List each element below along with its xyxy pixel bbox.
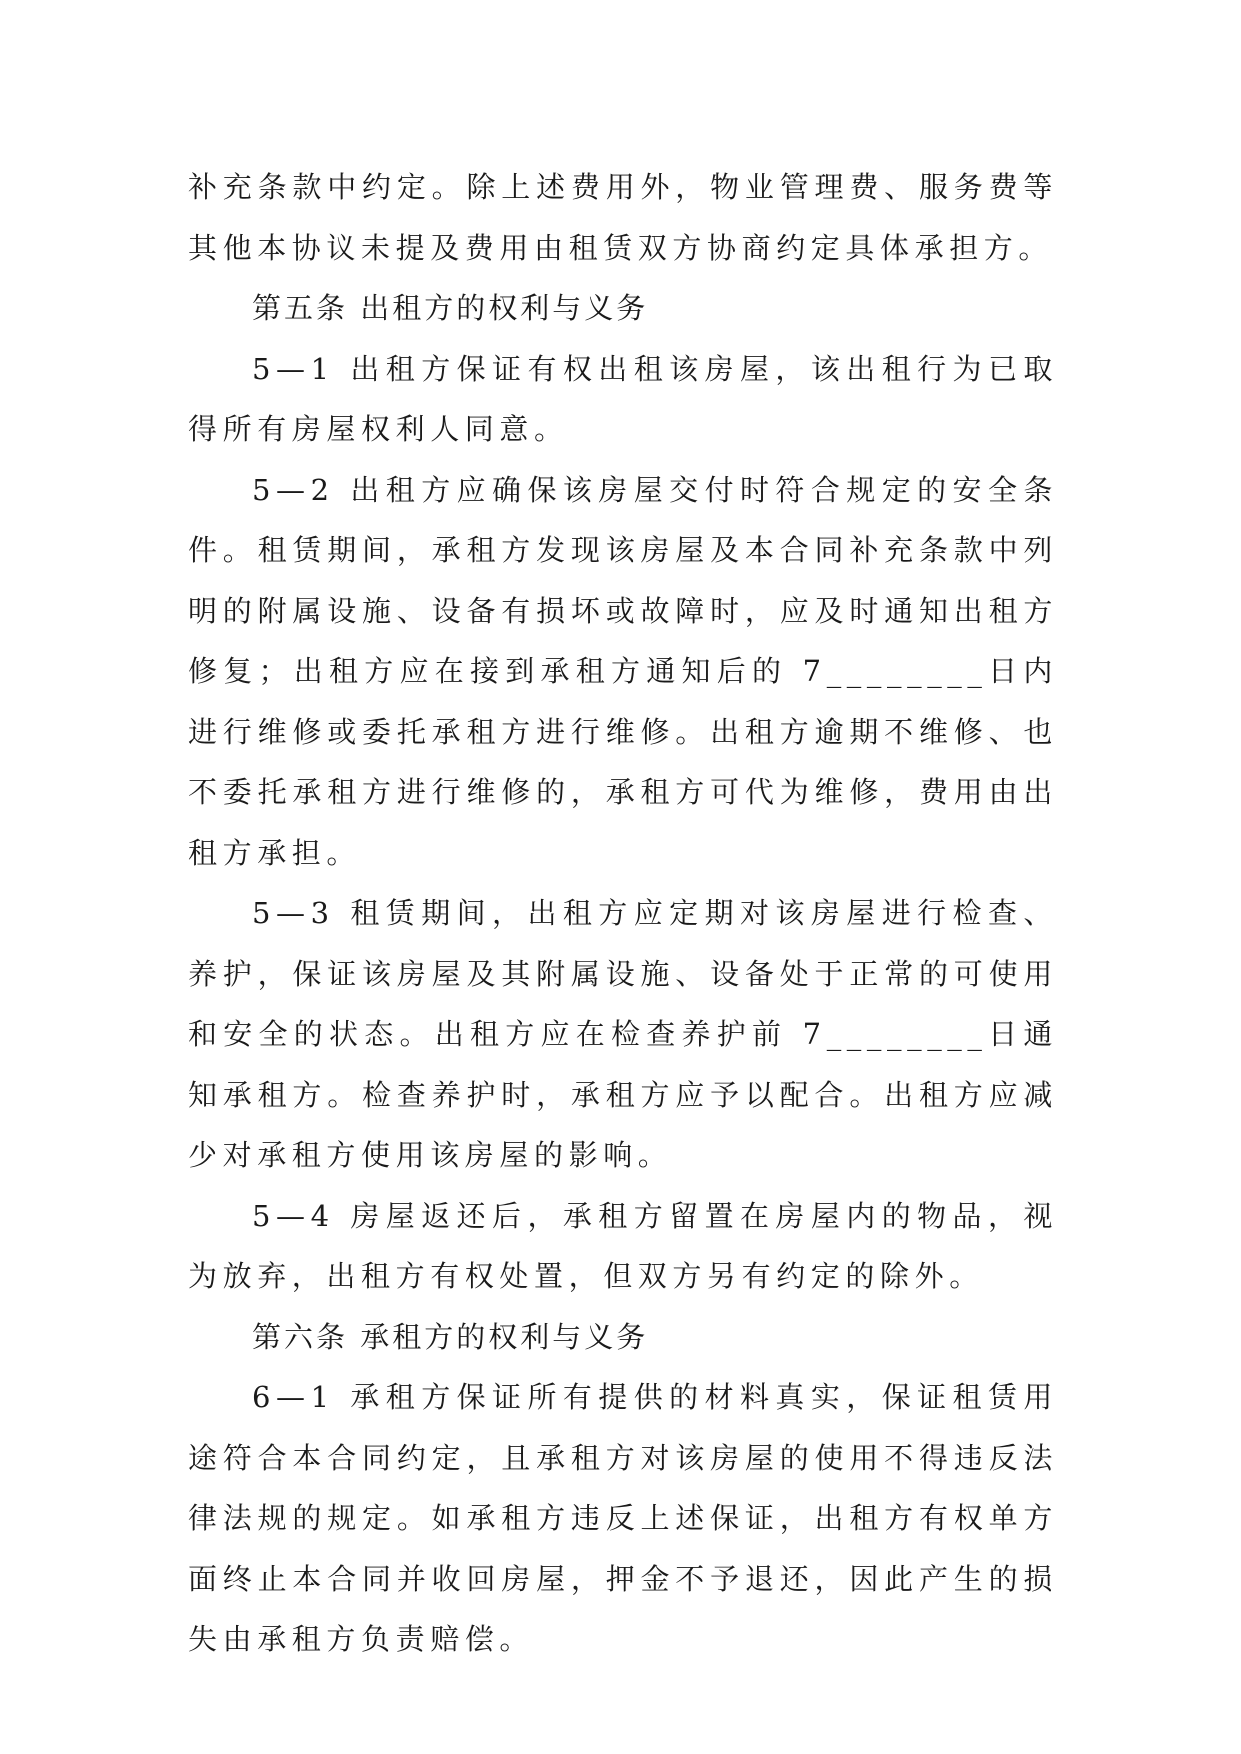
article-5-heading: 第五条 出租方的权利与义务 xyxy=(252,291,649,325)
clause-5-3: 5—3 租赁期间，出租方应定期对该房屋进行检查、养护，保证该房屋及其附属设施、设备处于正常的可使用和安全的状态。出租方应在检查养护前 7________日通知承租方。检查养护时，承租方应予以配合。出租方应减少对承租方使用该房屋的影响。 xyxy=(188,896,1058,1172)
contract-body xyxy=(188,157,1058,1670)
article-6-heading: 第六条 承租方的权利与义务 xyxy=(252,1319,649,1354)
clause-5-4: 5—4 房屋返还后，承租方留置在房屋内的物品，视为放弃，出租方有权处置，但双方另有约定的除外。 xyxy=(188,1198,1058,1293)
paragraph-continuation: 补充条款中约定。除上述费用外，物业管理费、服务费等其他本协议未提及费用由租赁双方协商约定具体承担方。 xyxy=(188,170,1058,265)
clause-5-1: 5—1 出租方保证有权出租该房屋，该出租行为已取得所有房屋权利人同意。 xyxy=(188,351,1058,446)
clause-6-1: 6—1 承租方保证所有提供的材料真实，保证租赁用途符合本合同约定，且承租方对该房屋的使用不得违反法律法规的规定。如承租方违反上述保证，出租方有权单方面终止本合同并收回房屋，押金不予退还，因此产生的损失由承租方负责赔偿。 xyxy=(188,1380,1058,1656)
clause-5-2: 5—2 出租方应确保该房屋交付时符合规定的安全条件。租赁期间，承租方发现该房屋及本合同补充条款中列明的附属设施、设备有损坏或故障时，应及时通知出租方修复；出租方应在接到承租方通知后的 7________日内进行维修或委托承租方进行维修。出租方逾期不维修、也不委托承租方进行维修的，承租方可代为维修，费用由出租方承担。 xyxy=(188,472,1058,870)
